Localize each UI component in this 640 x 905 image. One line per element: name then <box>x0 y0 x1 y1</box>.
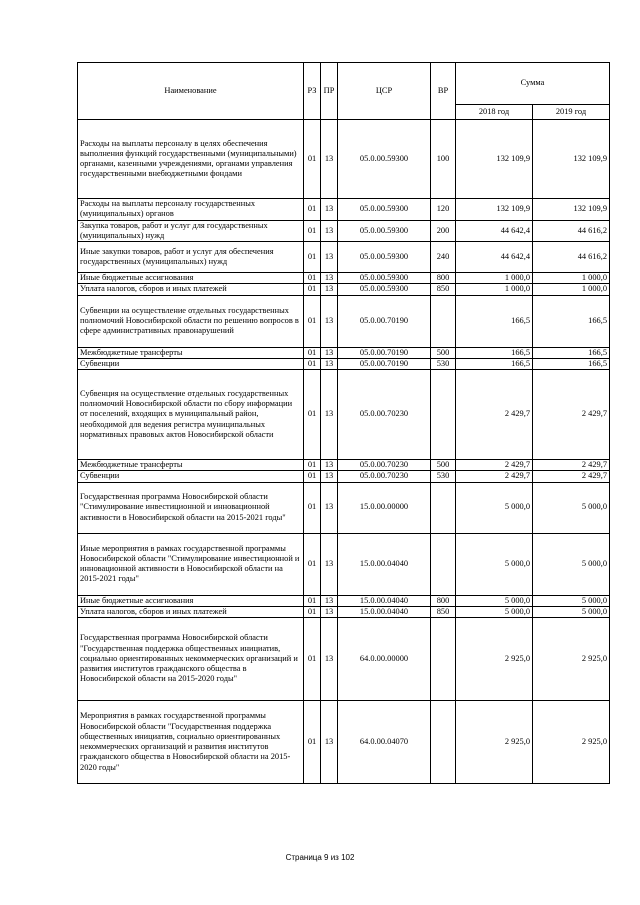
sum-2018-cell: 166,5 <box>456 295 533 347</box>
vr-cell <box>431 370 456 460</box>
rz-cell: 01 <box>304 606 321 617</box>
name-cell: Субвенция на осуществление отдельных государственных полномочий Новосибирской области по сбору информации от поселений, входящих в муниципальный район, необходимой для ведения регистра муниципальных нормативных правовых актов Новосибирской области <box>78 370 304 460</box>
table-row <box>78 618 610 701</box>
name-cell: Иные мероприятия в рамках государственной программы Новосибирской области "Стимулирование инвестиционной и инновационной активности в Новосибирской области на 2015-2021 годы" <box>78 533 304 595</box>
sum-2019-cell: 1 000,0 <box>533 284 610 295</box>
page-footer: Страница 9 из 102 <box>285 853 355 862</box>
rz-cell: 01 <box>304 273 321 284</box>
sum-2018-cell: 166,5 <box>456 347 533 358</box>
table-row <box>78 199 610 221</box>
vr-cell <box>431 618 456 701</box>
vr-cell: 850 <box>431 284 456 295</box>
budget-table <box>77 62 610 784</box>
table-row <box>78 606 610 617</box>
sum-2019-cell: 5 000,0 <box>533 595 610 606</box>
csr-cell: 15.0.00.04040 <box>338 595 431 606</box>
vr-cell: 800 <box>431 273 456 284</box>
csr-cell: 05.0.00.59300 <box>338 220 431 242</box>
sum-2018-cell: 132 109,9 <box>456 120 533 199</box>
name-cell: Субвенции на осуществление отдельных государственных полномочий Новосибирской области по решению вопросов в сфере административных правонарушений <box>78 295 304 347</box>
pr-cell: 13 <box>321 606 338 617</box>
name-cell: Межбюджетные трансферты <box>78 347 304 358</box>
sum-2019-cell: 166,5 <box>533 347 610 358</box>
vr-cell: 500 <box>431 460 456 471</box>
csr-cell: 05.0.00.70230 <box>338 460 431 471</box>
sum-2019-cell: 44 616,2 <box>533 242 610 273</box>
pr-cell: 13 <box>321 242 338 273</box>
rz-cell: 01 <box>304 595 321 606</box>
vr-cell: 240 <box>431 242 456 273</box>
vr-cell: 200 <box>431 220 456 242</box>
vr-cell: 500 <box>431 347 456 358</box>
pr-cell: 13 <box>321 347 338 358</box>
sum-2019-cell: 166,5 <box>533 295 610 347</box>
table-row <box>78 701 610 784</box>
table-row <box>78 370 610 460</box>
rz-cell: 01 <box>304 482 321 533</box>
name-cell: Мероприятия в рамках государственной программы Новосибирской области "Государственная поддержка общественных инициатив, социально ориентированных некоммерческих организаций и развития институтов гражданского общества в Новосибирской области на 2015-2020 годы" <box>78 701 304 784</box>
table-row <box>78 460 610 471</box>
rz-cell: 01 <box>304 199 321 221</box>
csr-cell: 05.0.00.70190 <box>338 295 431 347</box>
pr-cell: 13 <box>321 358 338 369</box>
table-body <box>78 120 610 784</box>
sum-2018-cell: 1 000,0 <box>456 273 533 284</box>
name-cell: Расходы на выплаты персоналу государственных (муниципальных) органов <box>78 199 304 221</box>
header-year-2019: 2019 год <box>533 105 610 120</box>
sum-2018-cell: 5 000,0 <box>456 482 533 533</box>
name-cell: Субвенции <box>78 471 304 482</box>
pr-cell: 13 <box>321 120 338 199</box>
vr-cell <box>431 482 456 533</box>
header-rz: РЗ <box>304 63 321 120</box>
pr-cell: 13 <box>321 482 338 533</box>
sum-2018-cell: 5 000,0 <box>456 606 533 617</box>
name-cell: Закупка товаров, работ и услуг для государственных (муниципальных) нужд <box>78 220 304 242</box>
sum-2018-cell: 1 000,0 <box>456 284 533 295</box>
table-row <box>78 284 610 295</box>
pr-cell: 13 <box>321 460 338 471</box>
vr-cell <box>431 533 456 595</box>
pr-cell: 13 <box>321 220 338 242</box>
pr-cell: 13 <box>321 595 338 606</box>
name-cell: Государственная программа Новосибирской области "Стимулирование инвестиционной и инновационной активности в Новосибирской области на 2015-2021 годы" <box>78 482 304 533</box>
header-sum: Сумма <box>456 63 610 105</box>
rz-cell: 01 <box>304 220 321 242</box>
sum-2019-cell: 166,5 <box>533 358 610 369</box>
sum-2019-cell: 132 109,9 <box>533 199 610 221</box>
name-cell: Межбюджетные трансферты <box>78 460 304 471</box>
csr-cell: 05.0.00.70230 <box>338 370 431 460</box>
pr-cell: 13 <box>321 701 338 784</box>
csr-cell: 05.0.00.70190 <box>338 358 431 369</box>
vr-cell: 850 <box>431 606 456 617</box>
rz-cell: 01 <box>304 284 321 295</box>
header-year-2018: 2018 год <box>456 105 533 120</box>
sum-2019-cell: 44 616,2 <box>533 220 610 242</box>
csr-cell: 15.0.00.04040 <box>338 606 431 617</box>
sum-2019-cell: 132 109,9 <box>533 120 610 199</box>
table-row <box>78 220 610 242</box>
sum-2018-cell: 2 429,7 <box>456 460 533 471</box>
sum-2018-cell: 2 925,0 <box>456 701 533 784</box>
rz-cell: 01 <box>304 358 321 369</box>
name-cell: Расходы на выплаты персоналу в целях обеспечения выполнения функций государственными (муниципальными) органами, казенными учреждениями, органами управления государственными внебюджетными фондами <box>78 120 304 199</box>
vr-cell: 800 <box>431 595 456 606</box>
vr-cell: 530 <box>431 358 456 369</box>
csr-cell: 05.0.00.59300 <box>338 199 431 221</box>
vr-cell: 120 <box>431 199 456 221</box>
csr-cell: 05.0.00.59300 <box>338 284 431 295</box>
sum-2018-cell: 44 642,4 <box>456 220 533 242</box>
table-row <box>78 471 610 482</box>
csr-cell: 05.0.00.59300 <box>338 120 431 199</box>
sum-2019-cell: 2 429,7 <box>533 460 610 471</box>
sum-2018-cell: 5 000,0 <box>456 595 533 606</box>
sum-2018-cell: 2 925,0 <box>456 618 533 701</box>
header-name: Наименование <box>78 63 304 120</box>
table-row <box>78 242 610 273</box>
rz-cell: 01 <box>304 242 321 273</box>
rz-cell: 01 <box>304 460 321 471</box>
sum-2018-cell: 166,5 <box>456 358 533 369</box>
vr-cell: 100 <box>431 120 456 199</box>
header-pr: ПР <box>321 63 338 120</box>
header-csr: ЦСР <box>338 63 431 120</box>
vr-cell <box>431 295 456 347</box>
rz-cell: 01 <box>304 701 321 784</box>
pr-cell: 13 <box>321 273 338 284</box>
csr-cell: 05.0.00.70230 <box>338 471 431 482</box>
table-row <box>78 595 610 606</box>
sum-2019-cell: 5 000,0 <box>533 482 610 533</box>
table-row <box>78 533 610 595</box>
sum-2019-cell: 2 925,0 <box>533 618 610 701</box>
csr-cell: 05.0.00.59300 <box>338 242 431 273</box>
table-row <box>78 273 610 284</box>
name-cell: Иные бюджетные ассигнования <box>78 273 304 284</box>
pr-cell: 13 <box>321 199 338 221</box>
table-row <box>78 482 610 533</box>
rz-cell: 01 <box>304 120 321 199</box>
sum-2019-cell: 5 000,0 <box>533 533 610 595</box>
csr-cell: 05.0.00.70190 <box>338 347 431 358</box>
pr-cell: 13 <box>321 370 338 460</box>
table-row <box>78 120 610 199</box>
vr-cell <box>431 701 456 784</box>
csr-cell: 05.0.00.59300 <box>338 273 431 284</box>
vr-cell: 530 <box>431 471 456 482</box>
rz-cell: 01 <box>304 533 321 595</box>
sum-2019-cell: 1 000,0 <box>533 273 610 284</box>
sum-2018-cell: 2 429,7 <box>456 370 533 460</box>
pr-cell: 13 <box>321 471 338 482</box>
csr-cell: 64.0.00.04070 <box>338 701 431 784</box>
rz-cell: 01 <box>304 471 321 482</box>
name-cell: Иные бюджетные ассигнования <box>78 595 304 606</box>
rz-cell: 01 <box>304 347 321 358</box>
table-row <box>78 347 610 358</box>
sum-2019-cell: 5 000,0 <box>533 606 610 617</box>
sum-2018-cell: 132 109,9 <box>456 199 533 221</box>
csr-cell: 15.0.00.00000 <box>338 482 431 533</box>
csr-cell: 64.0.00.00000 <box>338 618 431 701</box>
pr-cell: 13 <box>321 533 338 595</box>
sum-2019-cell: 2 429,7 <box>533 471 610 482</box>
name-cell: Уплата налогов, сборов и иных платежей <box>78 284 304 295</box>
name-cell: Уплата налогов, сборов и иных платежей <box>78 606 304 617</box>
pr-cell: 13 <box>321 284 338 295</box>
pr-cell: 13 <box>321 295 338 347</box>
name-cell: Государственная программа Новосибирской области "Государственная поддержка общественных инициатив, социально ориентированных некоммерческих организаций и развития институтов гражданского общества в Новосибирской области на 2015-2020 годы" <box>78 618 304 701</box>
pr-cell: 13 <box>321 618 338 701</box>
rz-cell: 01 <box>304 370 321 460</box>
name-cell: Иные закупки товаров, работ и услуг для обеспечения государственных (муниципальных) нужд <box>78 242 304 273</box>
name-cell: Субвенции <box>78 358 304 369</box>
header-vr: ВР <box>431 63 456 120</box>
sum-2018-cell: 2 429,7 <box>456 471 533 482</box>
sum-2018-cell: 44 642,4 <box>456 242 533 273</box>
sum-2018-cell: 5 000,0 <box>456 533 533 595</box>
sum-2019-cell: 2 925,0 <box>533 701 610 784</box>
rz-cell: 01 <box>304 618 321 701</box>
table-row <box>78 295 610 347</box>
sum-2019-cell: 2 429,7 <box>533 370 610 460</box>
csr-cell: 15.0.00.04040 <box>338 533 431 595</box>
rz-cell: 01 <box>304 295 321 347</box>
table-row <box>78 358 610 369</box>
